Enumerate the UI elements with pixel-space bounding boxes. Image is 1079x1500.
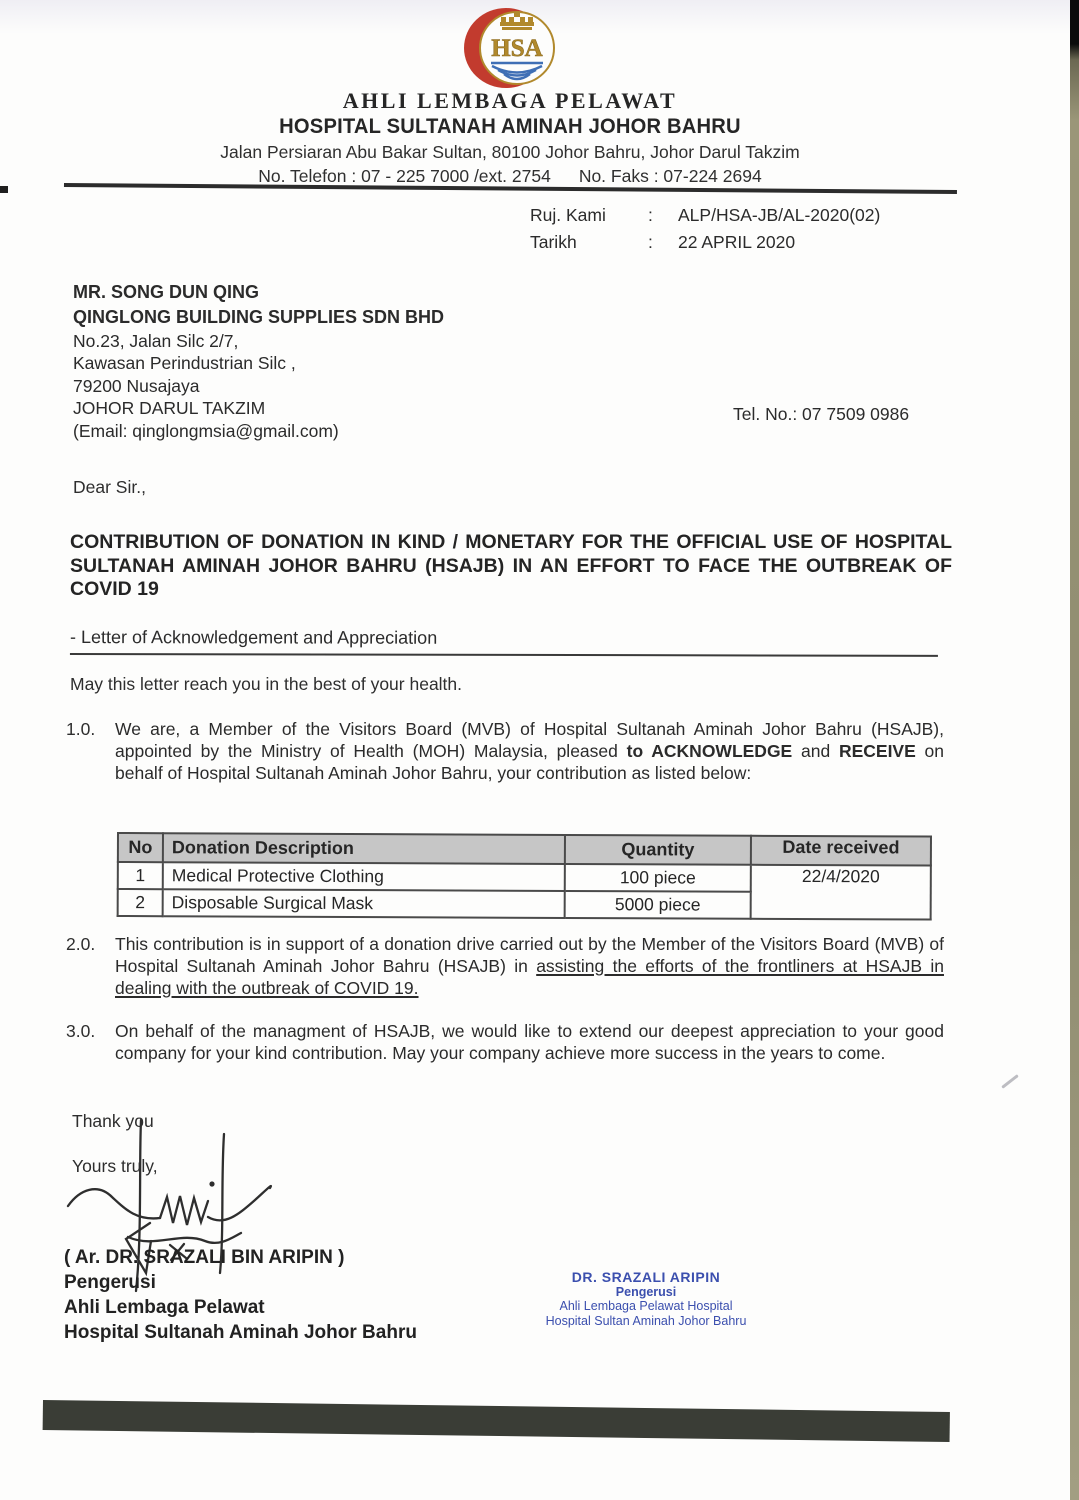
table-header-row (118, 833, 931, 866)
logo-monogram: HSA (491, 35, 543, 62)
stamp-name: DR. SRAZALI ARIPIN (571, 1269, 721, 1285)
recipient-city: 79200 Nusajaya (73, 375, 200, 396)
paragraph-3 (66, 1021, 944, 1065)
bottom-black-bar (43, 1400, 950, 1442)
paragraph-1 (66, 719, 944, 784)
signer-name: ( Ar. DR. SRAZALI BIN ARIPIN ) (64, 1247, 345, 1268)
table-row: 1 Medical Protective Clothing 100 piece 22/4/2020 (118, 862, 931, 893)
acknowledgement-subline: - Letter of Acknowledgement and Appreciation (70, 627, 938, 657)
signer-org: Ahli Lembaga Pelawat (64, 1297, 265, 1318)
yours-truly-line: Yours truly, (72, 1156, 158, 1176)
header-no: No (118, 833, 163, 862)
salutation: Dear Sir., (73, 477, 146, 497)
recipient-area: Kawasan Perindustrian Silc , (73, 353, 296, 374)
recipient-street: No.23, Jalan Silc 2/7, (73, 331, 239, 351)
thank-you-line: Thank you (72, 1111, 154, 1131)
table-row: 2 Disposable Surgical Mask 5000 piece (118, 889, 931, 920)
hospital-crest-icon (462, 6, 558, 90)
recipient-address (73, 280, 444, 442)
header-quantity: Quantity (565, 835, 751, 865)
recipient-name: MR. SONG DUN QING (73, 282, 260, 302)
paragraph-1-text: We are, a Member of the Visitors Board (MVB) of Hospital Sultanah Aminah Johor Bahru (HSAJB), appointed by the Ministry of Health (MOH) Malaysia, pleased to ACKNOWLEDGE and RECEIVE on behalf of Hospital Sultanah Aminah Johor Bahru, your contribution as listed below: (115, 719, 945, 783)
paragraph-2-text: This contribution is in support of a donation drive carried out by the Member of the Visitors Board (MVB) of Hospital Sultanah Aminah Johor Bahru (HSAJB) in assisting the efforts of the frontliners at HSAJB in dealing with the outbreak of COVID 19. (115, 934, 944, 998)
signer-hospital: Hospital Sultanah Aminah Johor Bahru (64, 1322, 417, 1343)
date-label: Tarikh (530, 232, 577, 252)
header-date-received: Date received (751, 836, 931, 866)
hospital-address: Jalan Persiaran Abu Bakar Sultan, 80100 Johor Bahru, Johor Darul Takzim (220, 142, 800, 162)
stamp-org: Ahli Lembaga Pelawat Hospital (559, 1299, 733, 1313)
signer-block (64, 1245, 417, 1345)
telefon-number: No. Telefon : 07 - 225 7000 /ext. 2754 (258, 166, 551, 186)
intro-line: May this letter reach you in the best of your health. (70, 674, 463, 694)
rubber-stamp (528, 1270, 764, 1328)
stamp-hospital: Hospital Sultan Aminah Johor Bahru (545, 1313, 747, 1328)
faks-number: No. Faks : 07-224 2694 (578, 166, 762, 186)
paragraph-3-number: 3.0. (66, 1021, 96, 1041)
ref-label: Ruj. Kami (530, 205, 606, 225)
reference-block: Ruj. Kami : ALP/HSA-JB/AL-2020(02) Tarikh : 22 APRIL 2020 (530, 202, 880, 256)
paragraph-2 (66, 934, 944, 999)
recipient-tel: Tel. No.: 07 7509 0986 (733, 404, 910, 424)
stamp-title: Pengerusi (615, 1284, 677, 1299)
date-received-cell: 22/4/2020 (751, 865, 931, 920)
signer-title: Pengerusi (64, 1272, 156, 1293)
donation-table (117, 832, 932, 921)
letter-date: 22 APRIL 2020 (678, 232, 796, 252)
scan-left-dash (0, 186, 8, 193)
paragraph-2-number: 2.0. (66, 934, 96, 954)
recipient-state: JOHOR DARUL TAKZIM (73, 398, 266, 419)
recipient-company: QINGLONG BUILDING SUPPLIES SDN BHD (73, 307, 445, 327)
recipient-email: (Email: qinglongmsia@gmail.com) (73, 420, 339, 441)
header-description: Donation Description (163, 833, 565, 864)
paragraph-3-text: On behalf of the managment of HSAJB, we would like to extend our deepest appreciation to your good company for your kind contribution. May your company achieve more success in the years to come. (115, 1021, 944, 1063)
hospital-name: HOSPITAL SULTANAH AMINAH JOHOR BAHRU (279, 115, 741, 138)
scan-edge-strip (1070, 0, 1079, 1500)
pen-mark-artifact (1001, 1074, 1019, 1089)
ref-number: ALP/HSA-JB/AL-2020(02) (678, 205, 881, 225)
letterhead (70, 88, 950, 187)
org-name: AHLI LEMBAGA PELAWAT (342, 88, 678, 113)
paragraph-1-number: 1.0. (66, 719, 96, 739)
subject-heading: CONTRIBUTION OF DONATION IN KIND / MONETARY FOR THE OFFICIAL USE OF HOSPITAL SULTANAH AMINAH JOHOR BAHRU (HSAJB) IN AN EFFORT TO FACE THE OUTBREAK OF COVID 19 (70, 531, 952, 601)
